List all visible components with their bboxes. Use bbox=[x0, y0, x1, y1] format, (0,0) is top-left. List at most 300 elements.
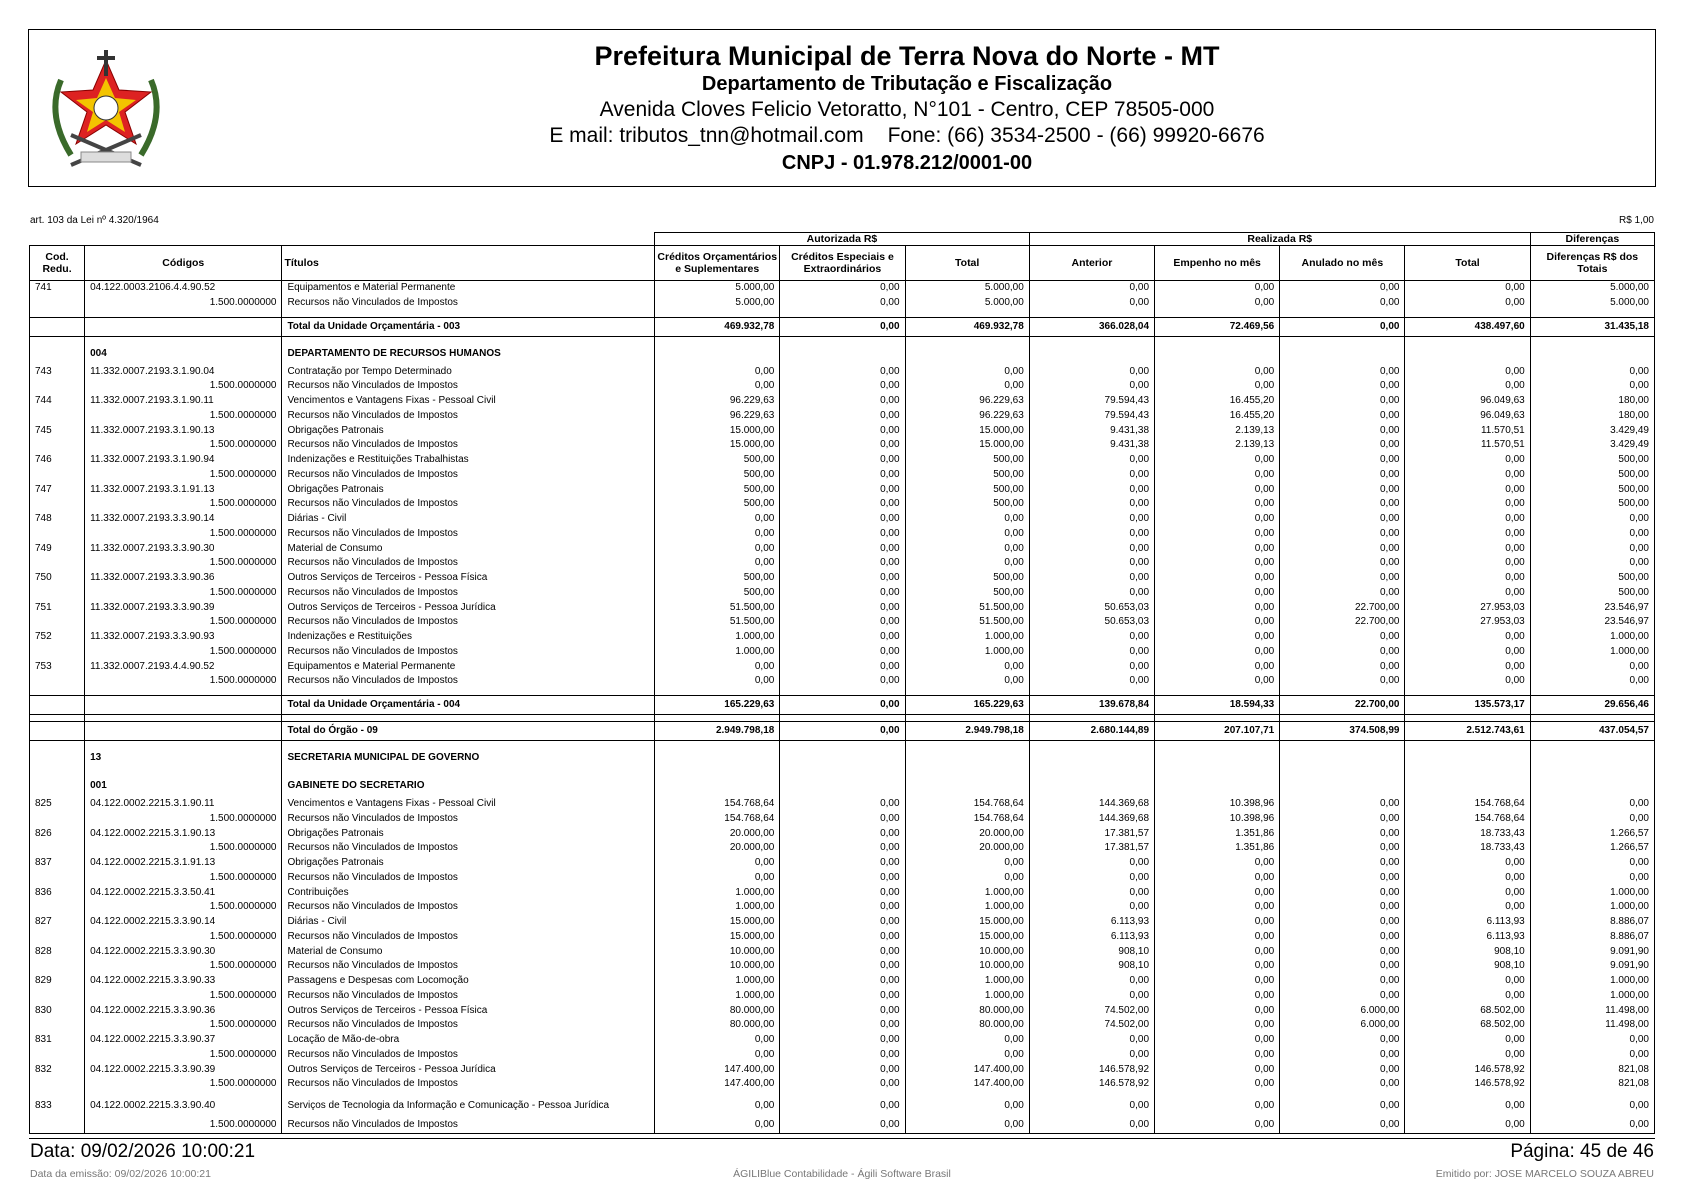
expense-row bbox=[30, 797, 1655, 812]
col-codigos: Códigos bbox=[85, 246, 282, 281]
table-cell: 908,10 bbox=[1029, 945, 1154, 960]
table-cell bbox=[1530, 343, 1654, 365]
table-cell: 0,00 bbox=[780, 930, 905, 945]
table-cell: Vencimentos e Vantagens Fixas - Pessoal Civil bbox=[282, 394, 655, 409]
table-cell: 0,00 bbox=[1405, 871, 1530, 886]
table-cell: 500,00 bbox=[1530, 468, 1654, 483]
table-cell: 0,00 bbox=[1405, 281, 1530, 296]
table-cell: 0,00 bbox=[1029, 674, 1154, 689]
table-cell: 0,00 bbox=[780, 974, 905, 989]
table-cell bbox=[780, 775, 905, 797]
col-creditos-especiais: Créditos Especiais e Extraordinários bbox=[780, 246, 905, 281]
table-cell: 826 bbox=[30, 827, 85, 842]
table-cell: 10.398,96 bbox=[1155, 797, 1280, 812]
table-cell: 15.000,00 bbox=[905, 930, 1029, 945]
table-cell: 1.500.0000000 bbox=[85, 468, 282, 483]
table-cell: 0,00 bbox=[1280, 527, 1405, 542]
table-cell: 5.000,00 bbox=[905, 281, 1029, 296]
table-cell: 1.500.0000000 bbox=[85, 615, 282, 630]
table-cell bbox=[30, 1118, 85, 1133]
table-cell: 1.500.0000000 bbox=[85, 586, 282, 601]
table-cell: Recursos não Vinculados de Impostos bbox=[282, 497, 655, 512]
table-cell: 827 bbox=[30, 915, 85, 930]
expense-row bbox=[30, 974, 1655, 989]
table-cell: 908,10 bbox=[1029, 959, 1154, 974]
table-cell: 1.500.0000000 bbox=[85, 296, 282, 311]
table-cell bbox=[655, 775, 780, 797]
table-cell: Recursos não Vinculados de Impostos bbox=[282, 989, 655, 1004]
table-cell: 0,00 bbox=[1155, 674, 1280, 689]
table-cell: 0,00 bbox=[1280, 674, 1405, 689]
table-cell: 0,00 bbox=[1280, 542, 1405, 557]
spacer-cell bbox=[1405, 715, 1530, 722]
table-cell bbox=[30, 343, 85, 365]
table-cell: 0,00 bbox=[1155, 630, 1280, 645]
table-cell: 1.500.0000000 bbox=[85, 674, 282, 689]
table-cell: 0,00 bbox=[780, 281, 905, 296]
table-cell: 8.886,07 bbox=[1530, 930, 1654, 945]
table-cell: 0,00 bbox=[1029, 281, 1154, 296]
table-cell: 0,00 bbox=[1029, 497, 1154, 512]
table-cell: 0,00 bbox=[1280, 438, 1405, 453]
table-cell: 11.332.0007.2193.3.1.91.13 bbox=[85, 483, 282, 498]
resource-row bbox=[30, 812, 1655, 827]
resource-row bbox=[30, 409, 1655, 424]
table-cell: 04.122.0002.2215.3.3.90.30 bbox=[85, 945, 282, 960]
expense-row bbox=[30, 542, 1655, 557]
table-cell: 500,00 bbox=[1530, 571, 1654, 586]
table-cell: 0,00 bbox=[1155, 871, 1280, 886]
table-cell: 135.573,17 bbox=[1405, 696, 1530, 715]
table-cell: 0,00 bbox=[1280, 1118, 1405, 1133]
table-cell: 0,00 bbox=[1155, 468, 1280, 483]
table-cell: 50.653,03 bbox=[1029, 615, 1154, 630]
table-cell: 0,00 bbox=[1280, 630, 1405, 645]
section-row bbox=[30, 343, 1655, 365]
table-cell: 0,00 bbox=[780, 696, 905, 715]
expense-row bbox=[30, 483, 1655, 498]
table-cell: 0,00 bbox=[1029, 512, 1154, 527]
table-cell: 5.000,00 bbox=[655, 281, 780, 296]
table-cell: 0,00 bbox=[1280, 556, 1405, 571]
table-cell: 04.122.0002.2215.3.1.90.13 bbox=[85, 827, 282, 842]
table-cell: Total da Unidade Orçamentária - 003 bbox=[282, 317, 655, 336]
table-cell: 0,00 bbox=[1029, 886, 1154, 901]
table-cell: 23.546,97 bbox=[1530, 615, 1654, 630]
table-cell: 9.431,38 bbox=[1029, 438, 1154, 453]
table-cell: 1.000,00 bbox=[905, 974, 1029, 989]
table-cell: 833 bbox=[30, 1092, 85, 1118]
table-cell: 0,00 bbox=[1280, 841, 1405, 856]
table-cell: 0,00 bbox=[905, 871, 1029, 886]
table-cell: 0,00 bbox=[1155, 281, 1280, 296]
table-cell: 0,00 bbox=[780, 856, 905, 871]
table-cell: 0,00 bbox=[1155, 886, 1280, 901]
expense-row bbox=[30, 945, 1655, 960]
table-cell: 1.000,00 bbox=[655, 900, 780, 915]
table-cell: 0,00 bbox=[1405, 296, 1530, 311]
table-cell: Contratação por Tempo Determinado bbox=[282, 365, 655, 380]
table-cell: Recursos não Vinculados de Impostos bbox=[282, 586, 655, 601]
table-cell: Total do Órgão - 09 bbox=[282, 722, 655, 741]
contact-line bbox=[179, 123, 1635, 149]
table-cell: 0,00 bbox=[1405, 674, 1530, 689]
table-cell bbox=[1155, 343, 1280, 365]
resource-row bbox=[30, 1118, 1655, 1133]
col-diferencas-totais: Diferenças R$ dos Totais bbox=[1530, 246, 1654, 281]
table-cell: 74.502,00 bbox=[1029, 1004, 1154, 1019]
table-cell: 500,00 bbox=[655, 453, 780, 468]
table-cell: 0,00 bbox=[905, 379, 1029, 394]
table-cell bbox=[30, 841, 85, 856]
table-cell: 500,00 bbox=[1530, 586, 1654, 601]
table-cell: 0,00 bbox=[780, 1077, 905, 1092]
resource-row bbox=[30, 989, 1655, 1004]
table-cell: 3.429,49 bbox=[1530, 424, 1654, 439]
table-cell: 0,00 bbox=[1405, 586, 1530, 601]
table-cell: 1.000,00 bbox=[1530, 886, 1654, 901]
col-cod-redu: Cod. Redu. bbox=[30, 246, 85, 281]
table-cell: 80.000,00 bbox=[905, 1018, 1029, 1033]
table-cell: 0,00 bbox=[780, 989, 905, 1004]
phone: Fone: (66) 3534-2500 - (66) 99920-6676 bbox=[887, 124, 1265, 147]
table-cell: 0,00 bbox=[1155, 1033, 1280, 1048]
table-cell: Total da Unidade Orçamentária - 004 bbox=[282, 696, 655, 715]
table-cell: 0,00 bbox=[1280, 571, 1405, 586]
spacer-row bbox=[30, 715, 1655, 722]
resource-row bbox=[30, 645, 1655, 660]
table-cell: 0,00 bbox=[1155, 660, 1280, 675]
table-cell: 0,00 bbox=[1280, 1092, 1405, 1118]
table-cell: 51.500,00 bbox=[655, 601, 780, 616]
table-cell: 2.512.743,61 bbox=[1405, 722, 1530, 741]
table-cell bbox=[1405, 775, 1530, 797]
table-cell: 0,00 bbox=[1530, 660, 1654, 675]
resource-row bbox=[30, 586, 1655, 601]
table-cell: 10.398,96 bbox=[1155, 812, 1280, 827]
table-cell: Equipamentos e Material Permanente bbox=[282, 281, 655, 296]
table-cell: 1.351,86 bbox=[1155, 827, 1280, 842]
table-cell: 0,00 bbox=[1155, 1063, 1280, 1078]
table-cell: 2.949.798,18 bbox=[655, 722, 780, 741]
table-cell: 0,00 bbox=[780, 379, 905, 394]
table-cell: 1.500.0000000 bbox=[85, 871, 282, 886]
table-cell: 469.932,78 bbox=[655, 317, 780, 336]
table-cell: 04.122.0002.2215.3.3.90.39 bbox=[85, 1063, 282, 1078]
table-cell: Passagens e Despesas com Locomoção bbox=[282, 974, 655, 989]
table-cell: 0,00 bbox=[1029, 660, 1154, 675]
table-cell bbox=[30, 527, 85, 542]
table-cell: 147.400,00 bbox=[655, 1063, 780, 1078]
table-cell: 11.332.0007.2193.3.3.90.30 bbox=[85, 542, 282, 557]
table-cell: 831 bbox=[30, 1033, 85, 1048]
table-cell: 96.049,63 bbox=[1405, 394, 1530, 409]
table-cell: 0,00 bbox=[1155, 453, 1280, 468]
table-cell bbox=[1280, 747, 1405, 769]
table-cell: 17.381,57 bbox=[1029, 827, 1154, 842]
table-cell: 0,00 bbox=[1155, 497, 1280, 512]
table-cell: 0,00 bbox=[1029, 974, 1154, 989]
expense-row bbox=[30, 856, 1655, 871]
table-cell: 147.400,00 bbox=[905, 1063, 1029, 1078]
table-cell: 04.122.0002.2215.3.3.90.37 bbox=[85, 1033, 282, 1048]
table-cell: 908,10 bbox=[1405, 945, 1530, 960]
table-cell: 0,00 bbox=[1029, 871, 1154, 886]
table-cell: 68.502,00 bbox=[1405, 1004, 1530, 1019]
page-number: Página: 45 de 46 bbox=[1510, 1141, 1654, 1162]
table-cell: 0,00 bbox=[1530, 812, 1654, 827]
expense-row bbox=[30, 915, 1655, 930]
resource-row bbox=[30, 1077, 1655, 1092]
table-cell: Recursos não Vinculados de Impostos bbox=[282, 1118, 655, 1133]
table-cell: 0,00 bbox=[1280, 797, 1405, 812]
table-cell: Recursos não Vinculados de Impostos bbox=[282, 871, 655, 886]
table-cell: 0,00 bbox=[1405, 645, 1530, 660]
table-cell: 0,00 bbox=[1155, 915, 1280, 930]
table-cell: 154.768,64 bbox=[1405, 812, 1530, 827]
table-cell: 20.000,00 bbox=[655, 827, 780, 842]
table-cell: 50.653,03 bbox=[1029, 601, 1154, 616]
expense-row bbox=[30, 1063, 1655, 1078]
expense-row bbox=[30, 394, 1655, 409]
table-cell: 0,00 bbox=[905, 1048, 1029, 1063]
table-cell: 0,00 bbox=[1280, 379, 1405, 394]
table-cell: 1.500.0000000 bbox=[85, 900, 282, 915]
table-cell: 0,00 bbox=[1155, 930, 1280, 945]
table-cell: 0,00 bbox=[1405, 483, 1530, 498]
table-cell bbox=[30, 696, 85, 715]
table-cell: 04.122.0002.2215.3.3.90.14 bbox=[85, 915, 282, 930]
table-cell: 0,00 bbox=[1155, 571, 1280, 586]
section-row bbox=[30, 775, 1655, 797]
table-cell: 001 bbox=[85, 775, 282, 797]
currency-unit: R$ 1,00 bbox=[1618, 215, 1654, 226]
table-cell: GABINETE DO SECRETARIO bbox=[282, 775, 655, 797]
table-cell: 27.953,03 bbox=[1405, 615, 1530, 630]
table-cell: 1.500.0000000 bbox=[85, 1048, 282, 1063]
table-cell: 829 bbox=[30, 974, 85, 989]
table-cell: 0,00 bbox=[1280, 424, 1405, 439]
group-realizada: Realizada R$ bbox=[1029, 233, 1530, 246]
table-cell: 0,00 bbox=[1280, 1033, 1405, 1048]
table-cell: 11.332.0007.2193.3.3.90.36 bbox=[85, 571, 282, 586]
table-cell: 31.435,18 bbox=[1530, 317, 1654, 336]
table-cell bbox=[30, 296, 85, 311]
table-cell: 20.000,00 bbox=[905, 841, 1029, 856]
table-cell: Recursos não Vinculados de Impostos bbox=[282, 1077, 655, 1092]
table-cell: 96.229,63 bbox=[655, 394, 780, 409]
table-cell: 1.500.0000000 bbox=[85, 1118, 282, 1133]
table-cell: 0,00 bbox=[1530, 527, 1654, 542]
table-cell: 0,00 bbox=[655, 527, 780, 542]
table-cell: Outros Serviços de Terceiros - Pessoa Jurídica bbox=[282, 601, 655, 616]
table-cell: 96.229,63 bbox=[905, 409, 1029, 424]
table-cell: 830 bbox=[30, 1004, 85, 1019]
table-cell: 500,00 bbox=[1530, 453, 1654, 468]
table-cell: 11.498,00 bbox=[1530, 1004, 1654, 1019]
table-cell: 832 bbox=[30, 1063, 85, 1078]
table-cell: 0,00 bbox=[1155, 1118, 1280, 1133]
expense-row bbox=[30, 660, 1655, 675]
expense-row bbox=[30, 1004, 1655, 1019]
table-cell: 0,00 bbox=[655, 365, 780, 380]
table-cell: 6.113,93 bbox=[1405, 930, 1530, 945]
table-cell: 0,00 bbox=[780, 871, 905, 886]
table-cell bbox=[30, 1018, 85, 1033]
col-titulos: Títulos bbox=[282, 246, 655, 281]
table-cell: 11.332.0007.2193.3.3.90.39 bbox=[85, 601, 282, 616]
table-cell: 0,00 bbox=[1280, 365, 1405, 380]
table-cell bbox=[85, 722, 282, 741]
table-cell: Outros Serviços de Terceiros - Pessoa Física bbox=[282, 1004, 655, 1019]
table-cell bbox=[30, 930, 85, 945]
table-cell: 0,00 bbox=[1029, 379, 1154, 394]
budget-table bbox=[29, 232, 1655, 1134]
table-cell: 821,08 bbox=[1530, 1077, 1654, 1092]
table-cell: 0,00 bbox=[780, 453, 905, 468]
resource-row bbox=[30, 1048, 1655, 1063]
table-cell: 0,00 bbox=[780, 1118, 905, 1133]
table-cell: 0,00 bbox=[655, 1118, 780, 1133]
table-cell: 366.028,04 bbox=[1029, 317, 1154, 336]
table-cell: 0,00 bbox=[655, 512, 780, 527]
table-cell bbox=[30, 645, 85, 660]
table-cell: 500,00 bbox=[905, 571, 1029, 586]
table-cell: Vencimentos e Vantagens Fixas - Pessoal Civil bbox=[282, 797, 655, 812]
table-cell bbox=[1280, 775, 1405, 797]
table-cell: 146.578,92 bbox=[1029, 1077, 1154, 1092]
table-cell: 0,00 bbox=[1280, 497, 1405, 512]
software-credit: ÁGILIBlue Contabilidade - Ágili Software Brasil bbox=[733, 1168, 951, 1180]
table-cell bbox=[30, 615, 85, 630]
table-cell: 11.570,51 bbox=[1405, 438, 1530, 453]
table-cell: Recursos não Vinculados de Impostos bbox=[282, 812, 655, 827]
table-cell: 5.000,00 bbox=[1530, 296, 1654, 311]
resource-row bbox=[30, 615, 1655, 630]
table-cell: 2.139,13 bbox=[1155, 424, 1280, 439]
table-cell: 825 bbox=[30, 797, 85, 812]
table-cell: 0,00 bbox=[1530, 856, 1654, 871]
table-cell: 180,00 bbox=[1530, 394, 1654, 409]
table-cell: Material de Consumo bbox=[282, 542, 655, 557]
table-cell: 1.266,57 bbox=[1530, 827, 1654, 842]
table-cell: Contribuições bbox=[282, 886, 655, 901]
table-cell: 0,00 bbox=[780, 571, 905, 586]
table-cell: 0,00 bbox=[780, 915, 905, 930]
table-cell bbox=[30, 775, 85, 797]
table-cell: 154.768,64 bbox=[905, 797, 1029, 812]
table-cell: 437.054,57 bbox=[1530, 722, 1654, 741]
table-cell bbox=[1405, 747, 1530, 769]
table-cell: 0,00 bbox=[905, 542, 1029, 557]
expense-row bbox=[30, 571, 1655, 586]
table-cell: 180,00 bbox=[1530, 409, 1654, 424]
table-cell: 0,00 bbox=[1280, 660, 1405, 675]
table-cell: 0,00 bbox=[1405, 856, 1530, 871]
table-cell: 1.500.0000000 bbox=[85, 930, 282, 945]
section-row bbox=[30, 747, 1655, 769]
table-cell: 0,00 bbox=[1280, 409, 1405, 424]
table-cell: 0,00 bbox=[1280, 812, 1405, 827]
table-cell: 753 bbox=[30, 660, 85, 675]
table-cell: 1.000,00 bbox=[1530, 900, 1654, 915]
table-cell: 500,00 bbox=[905, 497, 1029, 512]
table-cell: 9.091,90 bbox=[1530, 945, 1654, 960]
table-cell: 5.000,00 bbox=[655, 296, 780, 311]
table-cell: 68.502,00 bbox=[1405, 1018, 1530, 1033]
table-cell: 80.000,00 bbox=[905, 1004, 1029, 1019]
spacer-cell bbox=[1280, 715, 1405, 722]
table-cell: 0,00 bbox=[655, 556, 780, 571]
table-cell: Obrigações Patronais bbox=[282, 827, 655, 842]
table-cell: 1.000,00 bbox=[905, 886, 1029, 901]
table-cell: 0,00 bbox=[1029, 365, 1154, 380]
table-cell: 146.578,92 bbox=[1405, 1063, 1530, 1078]
table-cell: Recursos não Vinculados de Impostos bbox=[282, 409, 655, 424]
table-cell: 0,00 bbox=[655, 856, 780, 871]
table-cell: 0,00 bbox=[1280, 586, 1405, 601]
table-cell: 0,00 bbox=[1280, 1063, 1405, 1078]
table-cell: 0,00 bbox=[780, 674, 905, 689]
table-cell: 0,00 bbox=[780, 797, 905, 812]
table-cell: 1.000,00 bbox=[1530, 989, 1654, 1004]
table-cell: 0,00 bbox=[1280, 281, 1405, 296]
table-cell: 0,00 bbox=[655, 674, 780, 689]
table-cell: 9.431,38 bbox=[1029, 424, 1154, 439]
table-cell: 5.000,00 bbox=[1530, 281, 1654, 296]
resource-row bbox=[30, 527, 1655, 542]
table-cell: 0,00 bbox=[655, 1048, 780, 1063]
table-cell: 0,00 bbox=[1155, 1092, 1280, 1118]
expense-row bbox=[30, 630, 1655, 645]
issuer: Emitido por: JOSE MARCELO SOUZA ABREU bbox=[1435, 1168, 1654, 1180]
table-cell: Outros Serviços de Terceiros - Pessoa Física bbox=[282, 571, 655, 586]
table-cell: 0,00 bbox=[1155, 959, 1280, 974]
table-cell bbox=[30, 556, 85, 571]
table-cell: Material de Consumo bbox=[282, 945, 655, 960]
table-cell: 0,00 bbox=[1405, 365, 1530, 380]
table-cell: 15.000,00 bbox=[905, 915, 1029, 930]
table-cell: 0,00 bbox=[1029, 453, 1154, 468]
spacer-cell bbox=[85, 715, 282, 722]
table-cell: 438.497,60 bbox=[1405, 317, 1530, 336]
table-cell: 0,00 bbox=[1280, 512, 1405, 527]
table-cell: 0,00 bbox=[1155, 512, 1280, 527]
table-cell bbox=[1029, 747, 1154, 769]
report-header bbox=[28, 29, 1656, 187]
table-cell: 11.332.0007.2193.3.1.90.94 bbox=[85, 453, 282, 468]
table-cell: 0,00 bbox=[1530, 556, 1654, 571]
table-cell: 0,00 bbox=[1405, 512, 1530, 527]
table-cell: 154.768,64 bbox=[905, 812, 1029, 827]
table-cell: Recursos não Vinculados de Impostos bbox=[282, 1018, 655, 1033]
table-cell: 1.000,00 bbox=[905, 989, 1029, 1004]
expense-row bbox=[30, 1033, 1655, 1048]
resource-row bbox=[30, 959, 1655, 974]
table-cell: 144.369,68 bbox=[1029, 812, 1154, 827]
table-cell bbox=[30, 674, 85, 689]
table-cell: 0,00 bbox=[1280, 856, 1405, 871]
table-cell: 0,00 bbox=[1530, 871, 1654, 886]
table-cell: 0,00 bbox=[1405, 900, 1530, 915]
table-cell: 1.500.0000000 bbox=[85, 841, 282, 856]
table-cell: Recursos não Vinculados de Impostos bbox=[282, 841, 655, 856]
table-cell: 0,00 bbox=[1280, 827, 1405, 842]
table-cell: 15.000,00 bbox=[905, 438, 1029, 453]
law-reference: art. 103 da Lei nº 4.320/1964 bbox=[30, 215, 159, 226]
table-cell: 04.122.0002.2215.3.3.90.33 bbox=[85, 974, 282, 989]
table-cell: 0,00 bbox=[1155, 483, 1280, 498]
